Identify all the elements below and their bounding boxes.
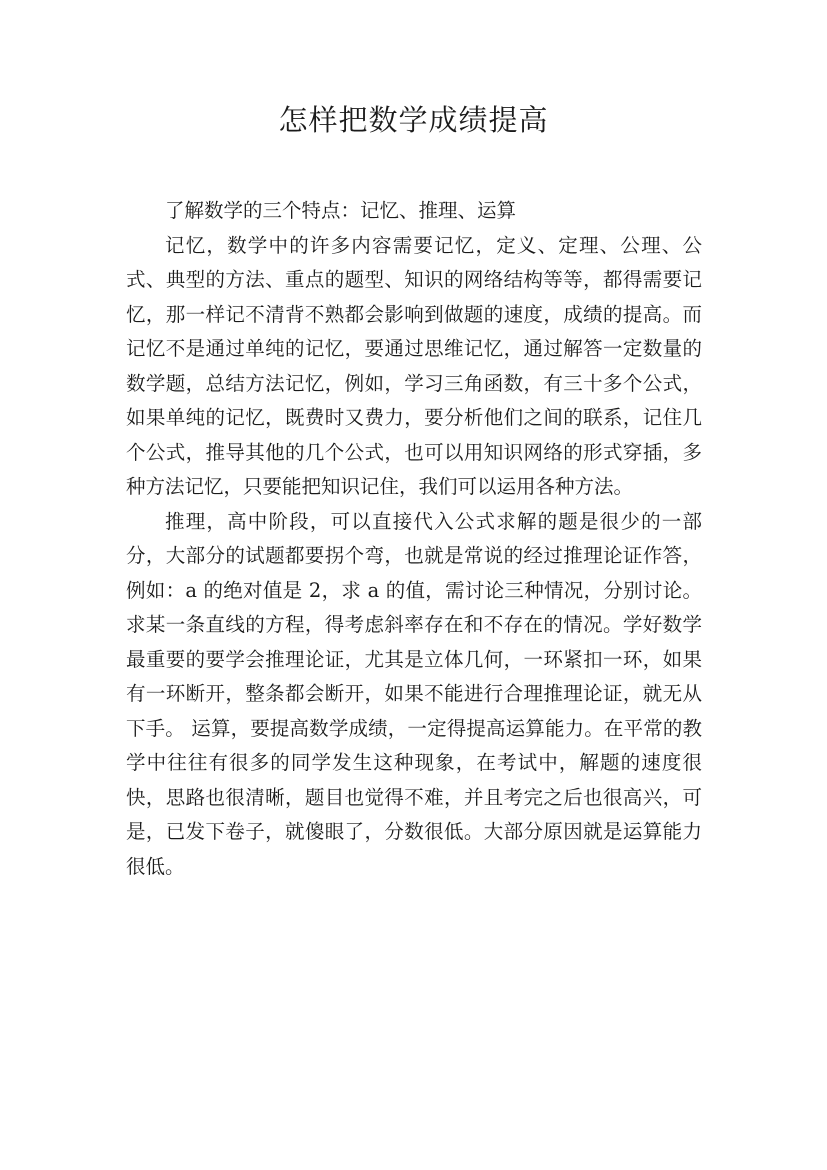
document-body xyxy=(126,194,702,884)
paragraph-reasoning-calculation: 推理，高中阶段，可以直接代入公式求解的题是很少的一部分，大部分的试题都要拐个弯，也就是常说的经过推理论证作答，例如：a 的绝对值是 2，求 a 的值，需讨论三种情况，分别讨论。求某一条直线的方程，得考虑斜率存在和不存在的情况。学好数学最重要的要学会推理论证，尤其是立体几何，一环紧扣一环，如果有一环断开，整条都会断开，如果不能进行合理推理论证，就无从下手。 运算，要提高数学成绩，一定得提高运算能力。在平常的教学中往往有很多的同学发生这种现象，在考试中，解题的速度很快，思路也很清晰，题目也觉得不难，并且考完之后也很高兴，可是，已发下卷子，就傻眼了，分数很低。大部分原因就是运算能力很低。 xyxy=(126,509,702,878)
paragraph-memory: 记忆，数学中的许多内容需要记忆，定义、定理、公理、公式、典型的方法、重点的题型、知识的网络结构等等，都得需要记忆，那一样记不清背不熟都会影响到做题的速度，成绩的提高。而记忆不是通过单纯的记忆，要通过思维记忆，通过解答一定数量的数学题，总结方法记忆，例如，学习三角函数，有三十多个公式，如果单纯的记忆，既费时又费力，要分析他们之间的联系，记住几个公式，推导其他的几个公式，也可以用知识网络的形式穿插，多种方法记忆，只要能把知识记住，我们可以运用各种方法。 xyxy=(126,233,702,498)
paragraph-intro: 了解数学的三个特点：记忆、推理、运算 xyxy=(165,199,517,222)
document-title: 怎样把数学成绩提高 xyxy=(278,103,549,137)
